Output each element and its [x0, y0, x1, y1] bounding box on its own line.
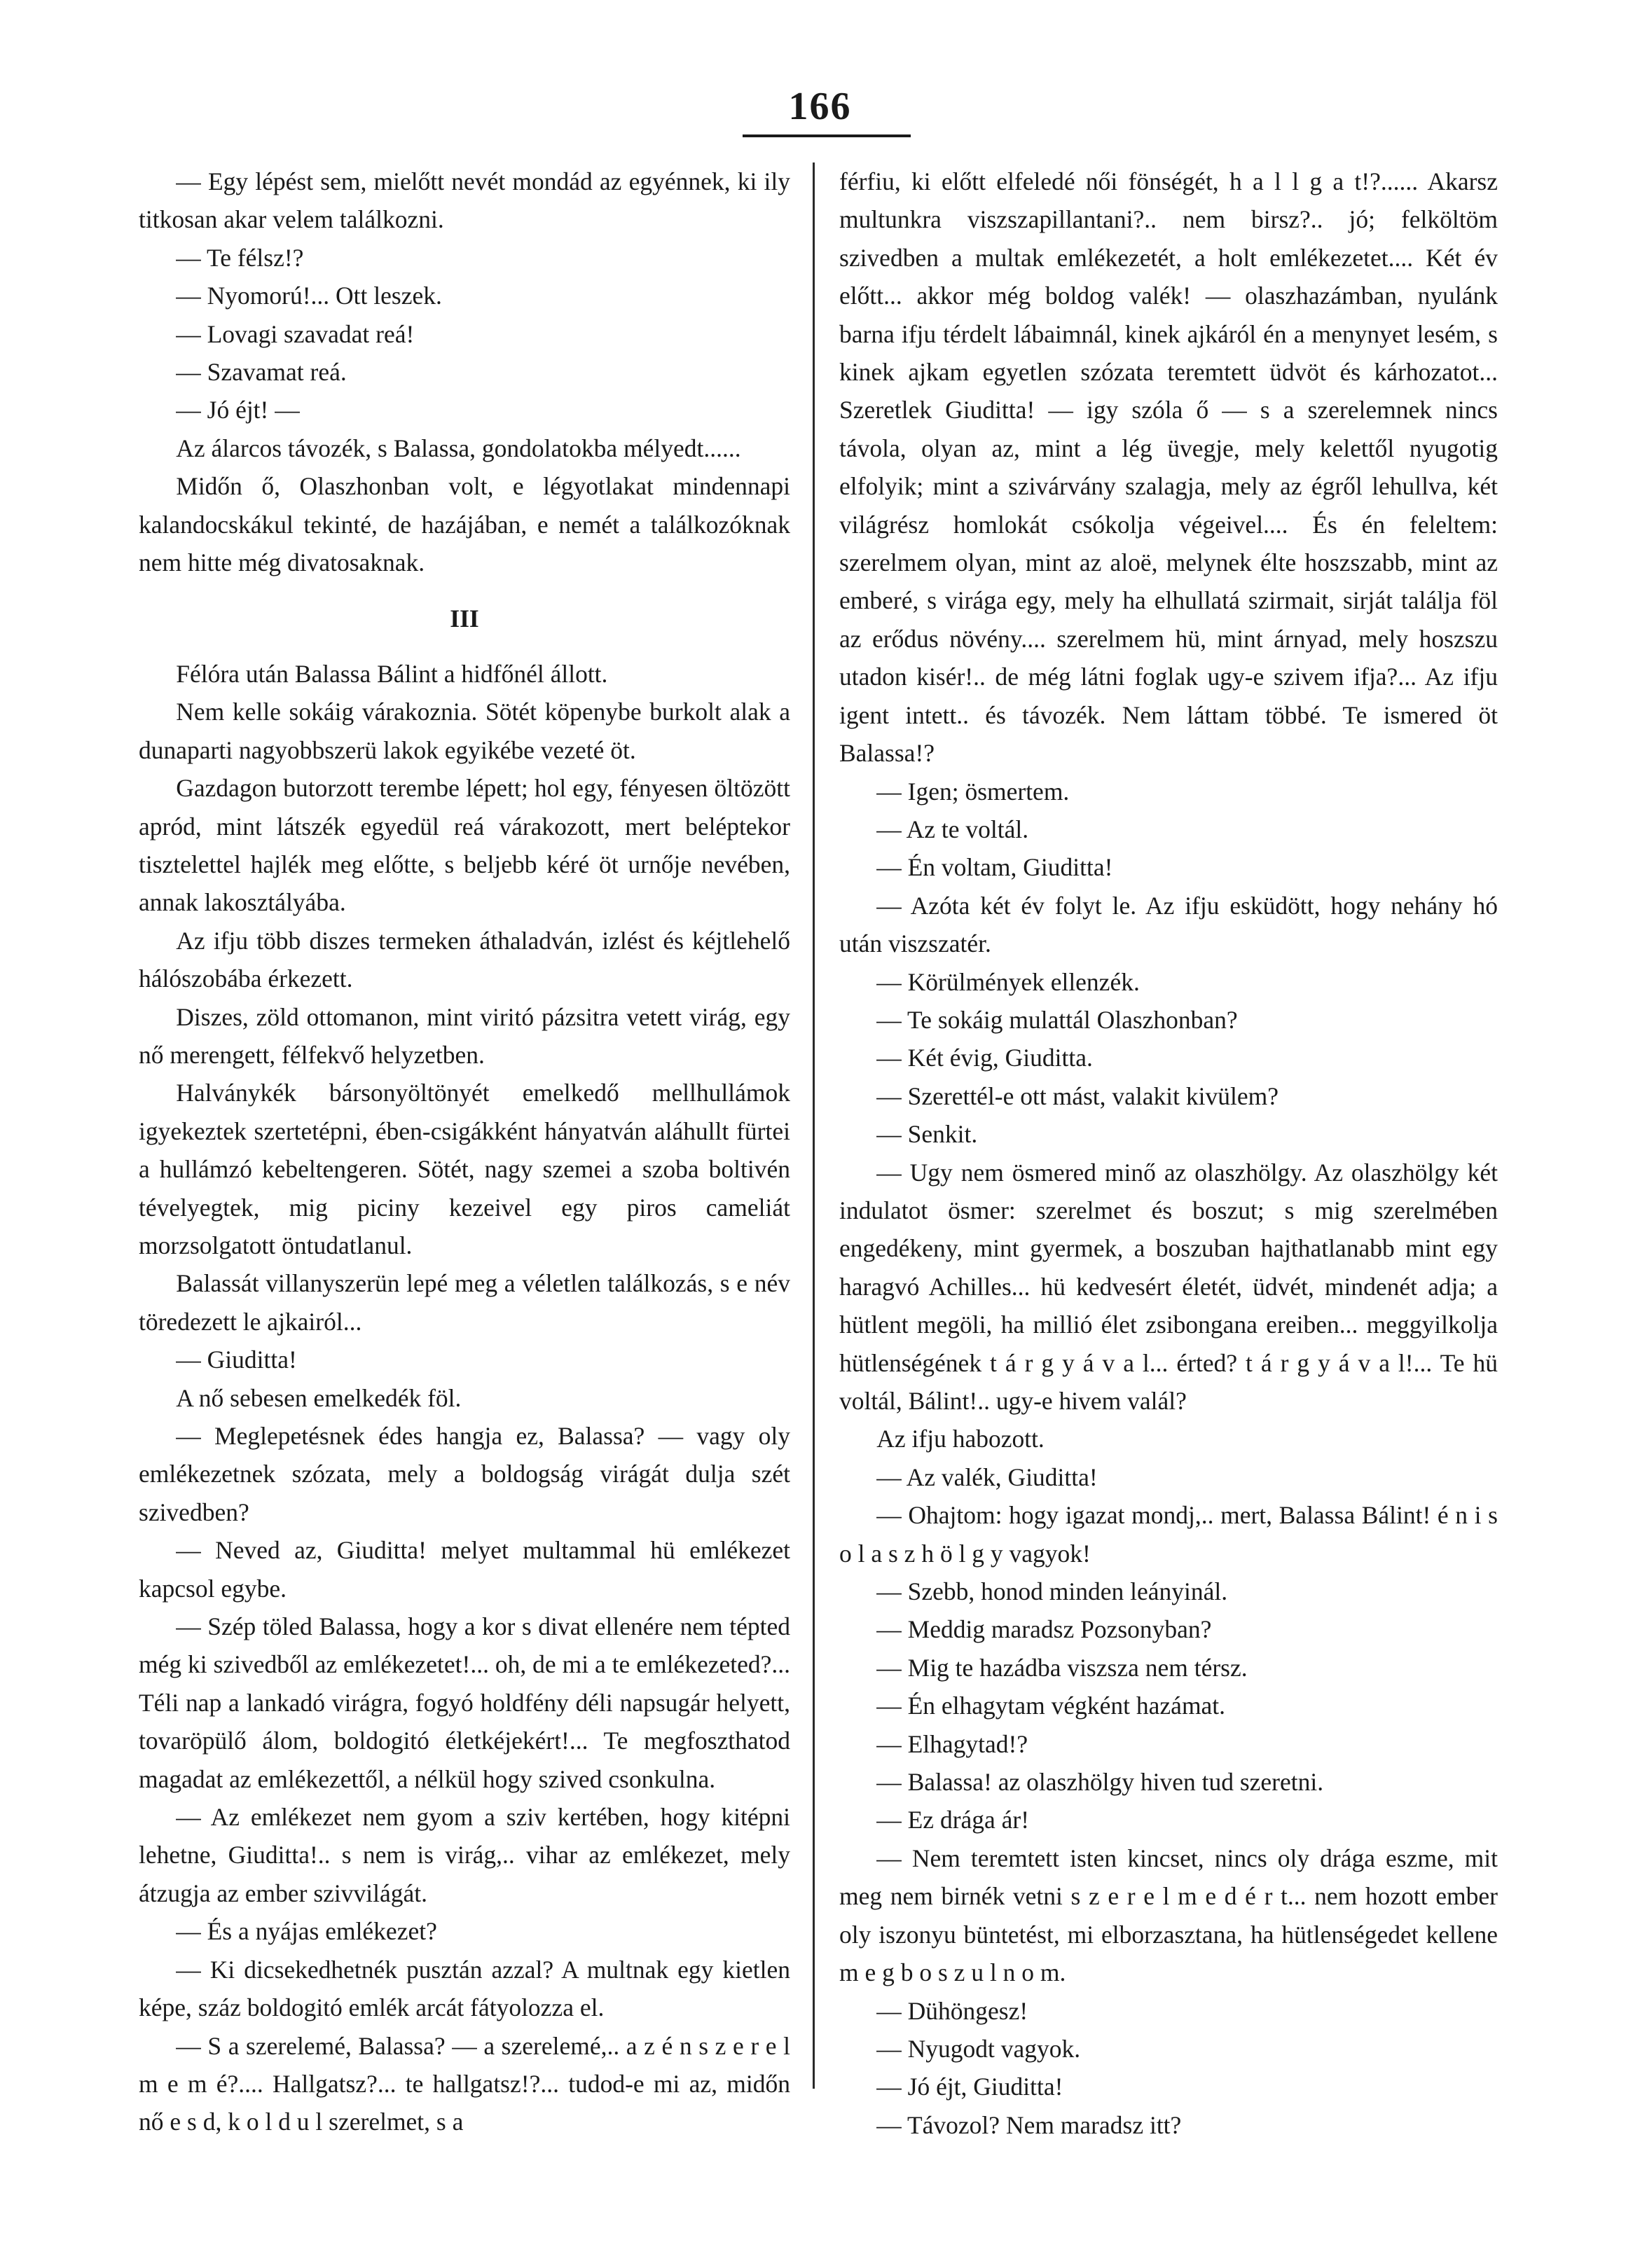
paragraph: Balassát villanyszerün lepé meg a véletlen találkozás, s e név töredezett le ajkairól...	[139, 1269, 790, 1336]
paragraph: — Szerettél-e ott mást, valakit kivülem?	[876, 1081, 1279, 1110]
paragraph: — Szép töled Balassa, hogy a kor s divat ellenére nem tépted még ki szivedből az emlékezetet!... oh, de mi a te emlékezeted?... Téli nap a lankadó virágra, fogyó holdfény déli napsugár helyett, tovaröpülő álom, boldogitó életkéjekért!... Te megfoszthatod magadat az emlékezettől, a nélkül hogy szived csonkulna.	[139, 1612, 790, 1793]
paragraph: — Senkit.	[876, 1120, 978, 1149]
paragraph: — Nem teremtett isten kincset, nincs oly drága eszme, mit meg nem birnék vetni s z e r e l m e d é r t... nem hozott ember oly iszonyu büntetést, mi elborzasztana, ha hütlenségedet kellene m e g b o s z u l n o m.	[839, 1844, 1498, 1987]
left-column	[139, 163, 790, 2141]
paragraph: — És a nyájas emlékezet?	[176, 1917, 437, 1946]
paragraph: — Ugy nem ösmered minő az olaszhölgy. Az olaszhölgy két indulatot ösmer: szerelmet és boszut; s mig szerelmében engedékeny, mint gyermek, a boszuban hajthatlanabb mint egy haragvó Achilles... hü kedvesért életét, üdvét, mindenét adja; a hütlent megöli, ha millió élet zsibongana ereiben... meggyilkolja hütlenségének t á r g y á v a l... érted? t á r g y á v a l!... Te hü voltál, Bálint!.. ugy-e hivem valál?	[839, 1158, 1498, 1415]
section-heading: III	[450, 604, 479, 633]
paragraph: — Szebb, honod minden leányinál.	[876, 1577, 1228, 1606]
paragraph: — Lovagi szavadat reá!	[176, 319, 415, 348]
paragraph: — Elhagytad!?	[876, 1729, 1028, 1758]
paragraph: — Az te voltál.	[876, 815, 1029, 843]
paragraph: — Én voltam, Giuditta!	[876, 853, 1113, 882]
paragraph: Midőn ő, Olaszhonban volt, e légyotlakat mindennapi kalandocskákul tekinté, de hazájában, e nemét a találkozóknak nem hitte még divatosaknak.	[139, 472, 790, 577]
paragraph: — Balassa! az olaszhölgy hiven tud szeretni.	[876, 1768, 1324, 1797]
header-rule	[743, 134, 911, 137]
paragraph: — Ohajtom: hogy igazat mondj,.. mert, Balassa Bálint! é n i s o l a s z h ö l g y vagyok!	[839, 1501, 1498, 1568]
paragraph: A nő sebesen emelkedék föl.	[176, 1383, 462, 1412]
paragraph: — Nyugodt vagyok.	[876, 2034, 1081, 2063]
right-column	[839, 163, 1498, 2144]
paragraph: — Igen; ösmertem.	[876, 777, 1070, 805]
paragraph: Diszes, zöld ottomanon, mint viritó pázsitra vetett virág, egy nő merengett, félfekvő helyzetben.	[139, 1002, 790, 1069]
paragraph: — Neved az, Giuditta! melyet multammal hü emlékezet kapcsol egybe.	[139, 1536, 790, 1603]
paragraph: — Dühöngesz!	[876, 1996, 1028, 2025]
paragraph: — Az emlékezet nem gyom a sziv kertében, hogy kitépni lehetne, Giuditta!.. s nem is virág,.. vihar az emlékezet, mely átzugja az ember szivvilágát.	[139, 1803, 790, 1907]
paragraph: Nem kelle sokáig várakoznia. Sötét köpenybe burkolt alak a dunaparti nagyobbszerü lakok egyikébe vezeté öt.	[139, 698, 790, 764]
paragraph: — Szavamat reá.	[176, 358, 347, 387]
paragraph: — Te félsz!?	[176, 243, 304, 272]
paragraph: — Körülmények ellenzék.	[876, 967, 1140, 996]
paragraph: — S a szerelemé, Balassa? — a szerelemé,.. a z é n s z e r e l m e m é?.... Hallgatsz?... te hallgatsz!?... tudod-e mi az, midőn nő e s d, k o l d u l szerelmet, s a	[139, 2031, 790, 2136]
paragraph: — Mig te hazádba viszsza nem térsz.	[876, 1653, 1248, 1682]
paragraph: — Az valék, Giuditta!	[876, 1463, 1098, 1491]
paragraph: — Egy lépést sem, mielőtt nevét mondád az egyénnek, ki ily titkosan akar velem találkozni.	[139, 167, 790, 234]
paragraph: Gazdagon butorzott terembe lépett; hol egy, fényesen öltözött apród, mint látszék egyedül reá várakozott, mert beléptekor tisztelettel hajlék meg előtte, s beljebb kéré öt urnője nevében, annak lakosztályába.	[139, 774, 790, 917]
paragraph: — Két évig, Giuditta.	[876, 1044, 1093, 1072]
paragraph: — Távozol? Nem maradsz itt?	[876, 2110, 1182, 2139]
paragraph: — Azóta két év folyt le. Az ifju esküdött, hogy nehány hó után viszszatér.	[839, 891, 1498, 958]
paragraph: Félóra után Balassa Bálint a hidfőnél állott.	[176, 659, 608, 688]
page-number: 166	[788, 85, 852, 128]
paragraph: — Én elhagytam végként hazámat.	[876, 1692, 1226, 1720]
paragraph: — Jó éjt, Giuditta!	[876, 2073, 1063, 2101]
paragraph: — Ez drága ár!	[876, 1806, 1030, 1834]
paragraph: — Ki dicsekedhetnék pusztán azzal? A multnak egy kietlen képe, száz boldogitó emlék arcát fátyolozza el.	[139, 1955, 790, 2022]
paragraph: — Meddig maradsz Pozsonyban?	[876, 1615, 1212, 1644]
paragraph: — Giuditta!	[176, 1346, 297, 1374]
paragraph: Az ifju habozott.	[876, 1425, 1045, 1453]
paragraph: férfiu, ki előtt elfeledé női fönségét, h a l l g a t!?...... Akarsz multunkra viszszapillantani?.. nem birsz?.. jó; felköltöm szivedben a multak emlékezetét, a holt emlékezetet.... Két év előtt... akkor még boldog valék! — olaszhazámban, nyulánk barna ifju térdelt lábaimnál, kinek ajkáról én a menynyet lesém, s kinek ajkam egyetlen szózata teremtett üdvöt és kárhozatot... Szeretlek Giuditta! — igy szóla ő — s a szerelemnek nincs távola, olyan az, mint a lég üvegje, mely kelettől nyugotig elfolyik; mint a szivárvány szalagja, mely az égről lehullva, két világrész homlokát csókolja végeivel.... És én feleltem: szerelmem olyan, mint az aloë, melynek élte hoszszabb, mint az emberé, s virága egy, mely ha elhullatá szirmait, sirját találja föl az erődus növény.... szerelmem hü, mint árnyad, mely hoszszu utadon kisér!.. de még látni foglak ugy-e szivem ifja?... Az ifju igent intett.. és távozék. Nem láttam többé. Te ismered öt Balassa!?	[839, 167, 1498, 768]
paragraph: Az álarcos távozék, s Balassa, gondolatokba mélyedt......	[176, 434, 741, 462]
paragraph: — Nyomorú!... Ott leszek.	[176, 282, 442, 310]
paragraph: — Jó éjt! —	[176, 396, 300, 424]
paragraph: Halványkék bársonyöltönyét emelkedő mellhullámok igyekeztek szertetépni, ében-csigákként hányatván aláhullt fürtei a hullámzó kebeltengeren. Sötét, nagy szemei a szoba boltivén tévelyegtek, mig piciny kezeivel egy piros cameliát morzsolgatott öntudatlanul.	[139, 1079, 790, 1259]
paragraph: — Te sokáig mulattál Olaszhonban?	[876, 1005, 1238, 1034]
paragraph: Az ifju több diszes termeken áthaladván, izlést és kéjtlehelő hálószobába érkezett.	[139, 926, 790, 993]
paragraph: — Meglepetésnek édes hangja ez, Balassa? — vagy oly emlékezetnek szózata, mely a boldogság virágát dulja szét szivedben?	[139, 1422, 790, 1526]
column-divider	[813, 163, 815, 2089]
